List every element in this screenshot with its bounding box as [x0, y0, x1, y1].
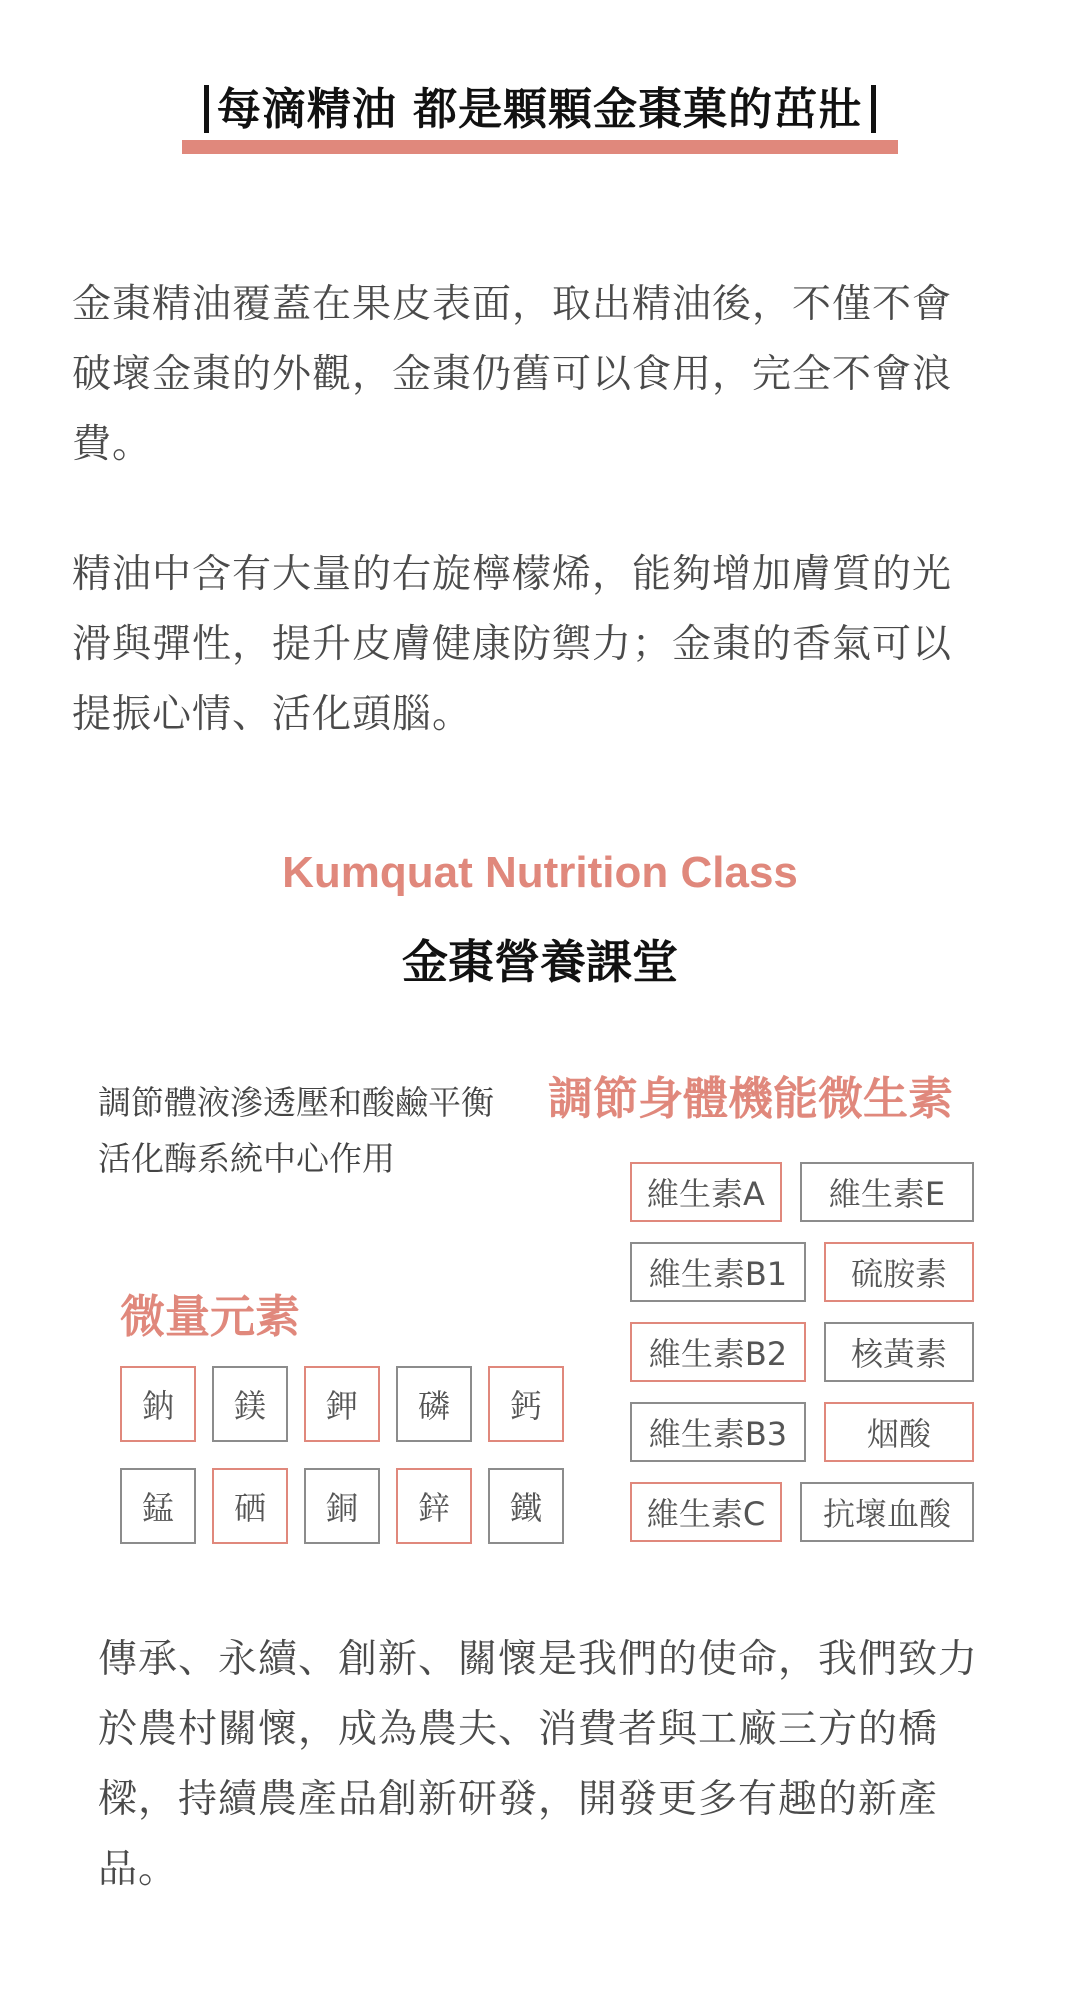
vitamin-box: 烟酸 [824, 1402, 974, 1462]
mineral-box: 硒 [212, 1468, 288, 1544]
paragraph-mission: 傳承、永續、創新、關懷是我們的使命，我們致力於農村關懷，成為農夫、消費者與工廠三方的橋樑，持續農產品創新研發，開發更多有趣的新產品。 [98, 1637, 979, 1892]
mineral-box: 鎂 [212, 1366, 288, 1442]
paragraph-limonene: 精油中含有大量的右旋檸檬烯，能夠增加膚質的光滑與彈性，提升皮膚健康防禦力；金棗的香氣可以提振心情、活化頭腦。 [72, 552, 953, 737]
vitamin-box: 核黃素 [824, 1322, 974, 1382]
vitamins-title: 調節身體機能微生素 [548, 1072, 954, 1125]
minerals-title: 微量元素 [120, 1290, 301, 1343]
nutrition-class-title-en: Kumquat Nutrition Class [282, 848, 798, 897]
vitamin-box: 維生素B3 [630, 1402, 806, 1462]
mineral-box: 磷 [396, 1366, 472, 1442]
vitamin-box: 維生素B1 [630, 1242, 806, 1302]
mineral-box: 鈣 [488, 1366, 564, 1442]
section-heading-wrap [0, 80, 1080, 148]
heading-left-bar [204, 85, 209, 133]
note-line-2: 活化酶系統中心作用 [98, 1139, 395, 1178]
mineral-box: 鐵 [488, 1468, 564, 1544]
mineral-box: 鉀 [304, 1366, 380, 1442]
section-heading [182, 80, 898, 148]
mineral-function-note [98, 1075, 558, 1187]
vitamin-box: 維生素A [630, 1162, 782, 1222]
vitamin-box: 維生素B2 [630, 1322, 806, 1382]
vitamin-box: 硫胺素 [824, 1242, 974, 1302]
vitamin-box: 維生素C [630, 1482, 782, 1542]
mineral-box: 鋅 [396, 1468, 472, 1544]
vitamin-box: 抗壞血酸 [800, 1482, 974, 1542]
mineral-box: 銅 [304, 1468, 380, 1544]
heading-underline [182, 140, 898, 154]
paragraph-essential-oil: 金棗精油覆蓋在果皮表面，取出精油後，不僅不會破壞金棗的外觀，金棗仍舊可以食用，完全不會浪費。 [72, 282, 953, 467]
mineral-box: 錳 [120, 1468, 196, 1544]
vitamin-box: 維生素E [800, 1162, 974, 1222]
note-line-1: 調節體液滲透壓和酸鹼平衡 [98, 1083, 494, 1122]
mineral-box: 鈉 [120, 1366, 196, 1442]
nutrition-class-title-zh: 金棗營養課堂 [402, 935, 678, 989]
heading-text: 每滴精油 都是顆顆金棗菓的茁壯 [216, 84, 864, 135]
heading-right-bar [871, 85, 876, 133]
